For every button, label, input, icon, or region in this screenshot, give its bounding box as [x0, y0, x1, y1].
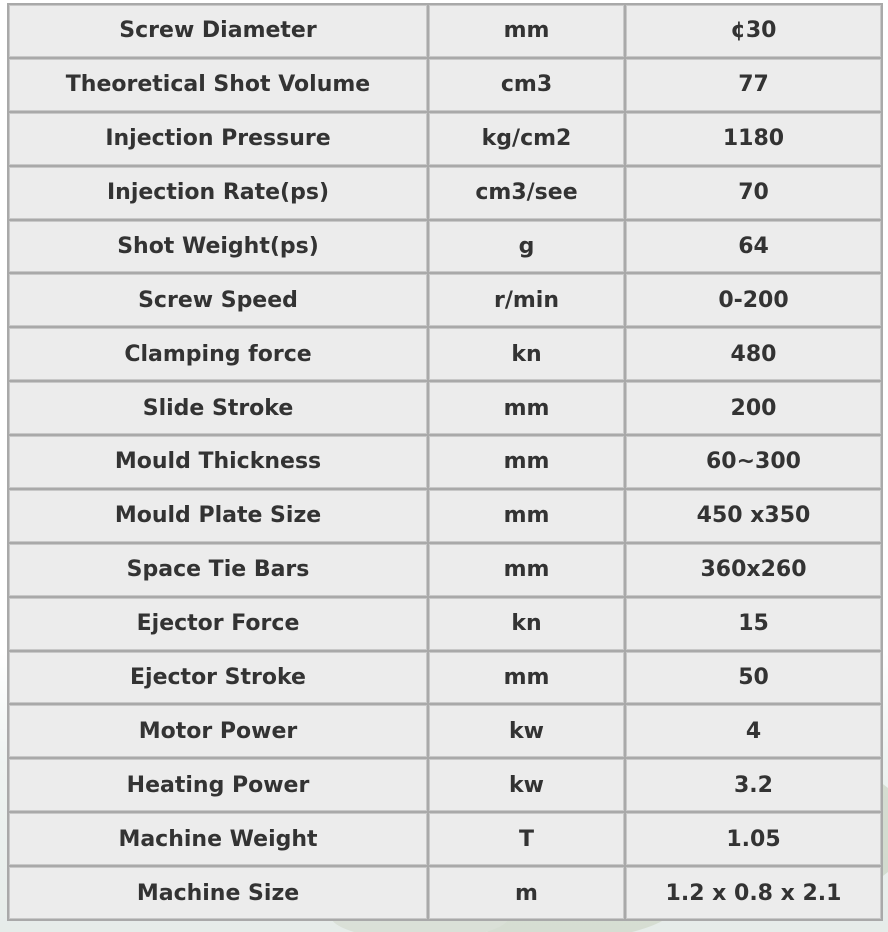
unit-cell: mm [429, 382, 624, 434]
parameter-cell: Ejector Force [9, 598, 427, 650]
parameter-cell: Motor Power [9, 705, 427, 757]
value-cell: 1.05 [626, 813, 881, 865]
parameter-cell: Heating Power [9, 759, 427, 811]
parameter-cell: Mould Thickness [9, 436, 427, 488]
value-cell: 0-200 [626, 274, 881, 326]
unit-cell: cm3 [429, 59, 624, 111]
parameter-cell: Screw Speed [9, 274, 427, 326]
value-cell: 3.2 [626, 759, 881, 811]
value-cell: 480 [626, 328, 881, 380]
value-cell: 360x260 [626, 544, 881, 596]
value-cell: 64 [626, 221, 881, 273]
parameter-cell: Slide Stroke [9, 382, 427, 434]
table-row [9, 705, 881, 757]
table-row [9, 167, 881, 219]
unit-cell: r/min [429, 274, 624, 326]
parameter-cell: Injection Pressure [9, 113, 427, 165]
unit-cell: g [429, 221, 624, 273]
value-cell: 15 [626, 598, 881, 650]
table-row [9, 490, 881, 542]
table-row [9, 759, 881, 811]
unit-cell: mm [429, 436, 624, 488]
table-row [9, 113, 881, 165]
value-cell: 1180 [626, 113, 881, 165]
value-cell: 70 [626, 167, 881, 219]
parameter-cell: Shot Weight(ps) [9, 221, 427, 273]
parameter-cell: Injection Rate(ps) [9, 167, 427, 219]
parameter-cell: Ejector Stroke [9, 652, 427, 704]
value-cell: ¢30 [626, 5, 881, 57]
unit-cell: cm3/see [429, 167, 624, 219]
unit-cell: kw [429, 705, 624, 757]
table-row [9, 59, 881, 111]
parameter-cell: Clamping force [9, 328, 427, 380]
value-cell: 77 [626, 59, 881, 111]
table-row [9, 382, 881, 434]
value-cell: 1.2 x 0.8 x 2.1 [626, 867, 881, 919]
unit-cell: mm [429, 544, 624, 596]
table-row [9, 813, 881, 865]
table-row [9, 598, 881, 650]
value-cell: 450 x350 [626, 490, 881, 542]
parameter-cell: Machine Weight [9, 813, 427, 865]
unit-cell: T [429, 813, 624, 865]
unit-cell: mm [429, 490, 624, 542]
unit-cell: kn [429, 598, 624, 650]
parameter-cell: Space Tie Bars [9, 544, 427, 596]
unit-cell: kn [429, 328, 624, 380]
table-row [9, 652, 881, 704]
value-cell: 60~300 [626, 436, 881, 488]
table-row [9, 221, 881, 273]
unit-cell: m [429, 867, 624, 919]
specifications-table [7, 3, 883, 921]
table-row [9, 5, 881, 57]
value-cell: 200 [626, 382, 881, 434]
parameter-cell: Machine Size [9, 867, 427, 919]
unit-cell: mm [429, 652, 624, 704]
unit-cell: kg/cm2 [429, 113, 624, 165]
unit-cell: mm [429, 5, 624, 57]
table-row [9, 436, 881, 488]
unit-cell: kw [429, 759, 624, 811]
value-cell: 4 [626, 705, 881, 757]
parameter-cell: Mould Plate Size [9, 490, 427, 542]
table-row [9, 867, 881, 919]
table-row [9, 544, 881, 596]
parameter-cell: Screw Diameter [9, 5, 427, 57]
parameter-cell: Theoretical Shot Volume [9, 59, 427, 111]
table-row [9, 274, 881, 326]
table-row [9, 328, 881, 380]
value-cell: 50 [626, 652, 881, 704]
